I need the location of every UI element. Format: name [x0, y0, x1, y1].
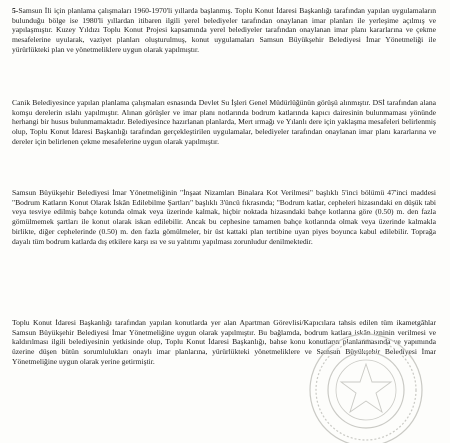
paragraph-3	[12, 188, 436, 246]
paragraph-2	[12, 98, 436, 147]
official-seal-stamp	[306, 330, 426, 443]
paragraph-3-text: Samsun Büyükşehir Belediyesi İmar Yönetmeliğinin "İnşaat Nizamları Binalara Kot Verilmesi" başlıklı 5'inci bölümü 47'inci maddesi "Bodrum Katların Konut Olarak İskân Edilebilme Şartları" başlıklı 3'üncü fıkrasında; "Bodrum katlar, cepheleri hizasındaki en düşük tabi veya tesviye edilmiş bahçe kotunda olmak veya üzerinde kalmak, hiçbir noktada hizasındaki bahçe kotlarına göre (0.50) m. den fazla gömülmemek şartları ile konut olarak iskan edilebilir. Ancak bu cephesine tamamen bahçe kotlarında olmak veya üzerinde kalmakla birlikte, diğer cephelerinde (0.50) m. den fazla gömülmeler, bir üst kattaki plan tertibine uyan piyes boyunca kabul edilebilir. Toprağa dayalı tüm bodrum katlarda dış etkilere karşı ısı ve su yalıtımı yapılması zorunludur denilmektedir.	[12, 188, 436, 246]
paragraph-2-text: Canik Belediyesince yapılan planlama çalışmaları esnasında Devlet Su İşleri Genel Müdürlüğünün görüşü alınmıştır. DSİ tarafından alana komşu derelerin ıslahı yapılmıştır. Alınan görüşler ve imar planı notlarında bodrum katlarında kapıcı dairesinin bulunmaması yönünde herhangi bir husus bulunmamaktadır. Belediyesince hazırlanan planlarda, Mert ırmağı ve Yılanlı dere için yaklaşma mesafeleri belirlenmiş olup, Toplu Konut İdaresi Başkanlığı tarafından gerçekleştirilen uygulamalar, belediyeler tarafından onaylanan imar planı kararlarına ve dereler için belirlenen çekme mesafelerine uygun olarak yapılmıştır.	[12, 98, 436, 146]
section-number: 5-	[12, 6, 19, 15]
paragraph-1-text: Samsun İli için planlama çalışmaları 1960-1970'li yıllarda başlanmış. Toplu Konut İdaresi Başkanlığı tarafından yapılan uygulamaların bulunduğu bölge ise 1980'li yıllardan itibaren ilgili yerel belediyeler tarafından onaylanan imar planları ile yerleşime açılmış ve yapılaşmıştır. Kuzey Yıldızı Toplu Konut Projesi kapsamında yerel belediyeler tarafından onaylanan imar planı kararlarına ve çekme mesafelerine uyularak, vaziyet planları oluşturulmuş, konut uygulamaları Samsun Büyükşehir Belediyesi İmar Yönetmeliği ile yürürlükteki plan ve yönetmeliklere uygun olarak yapılmıştır.	[12, 6, 436, 54]
paragraph-1	[12, 6, 436, 55]
paragraph-4-text: Toplu Konut İdaresi Başkanlığı tarafından yapılan konutlarda yer alan Apartman Görevlisi/Kapıcılara tahsis edilen tüm ikametgâhlar Samsun Büyükşehir Belediyesi İmar Yönetmeliğine uygun olarak yapılmıştır. Bu bağlamda, bodrum katlara iskân izninin verilmesi ve kaldırılması ilgili belediyesinin yetkisinde olup, Toplu Konut İdaresi Başkanlığı, bahse konu konutların planlanmasında ve yapımında üzerine düşen bütün sorumlulukları onaylı imar planlarına, yürürlükteki yönetmeliklere ve Samsun Büyükşehir Belediyesi İmar Yönetmeliğine uygun olarak yerine getirmiştir.	[12, 318, 436, 366]
